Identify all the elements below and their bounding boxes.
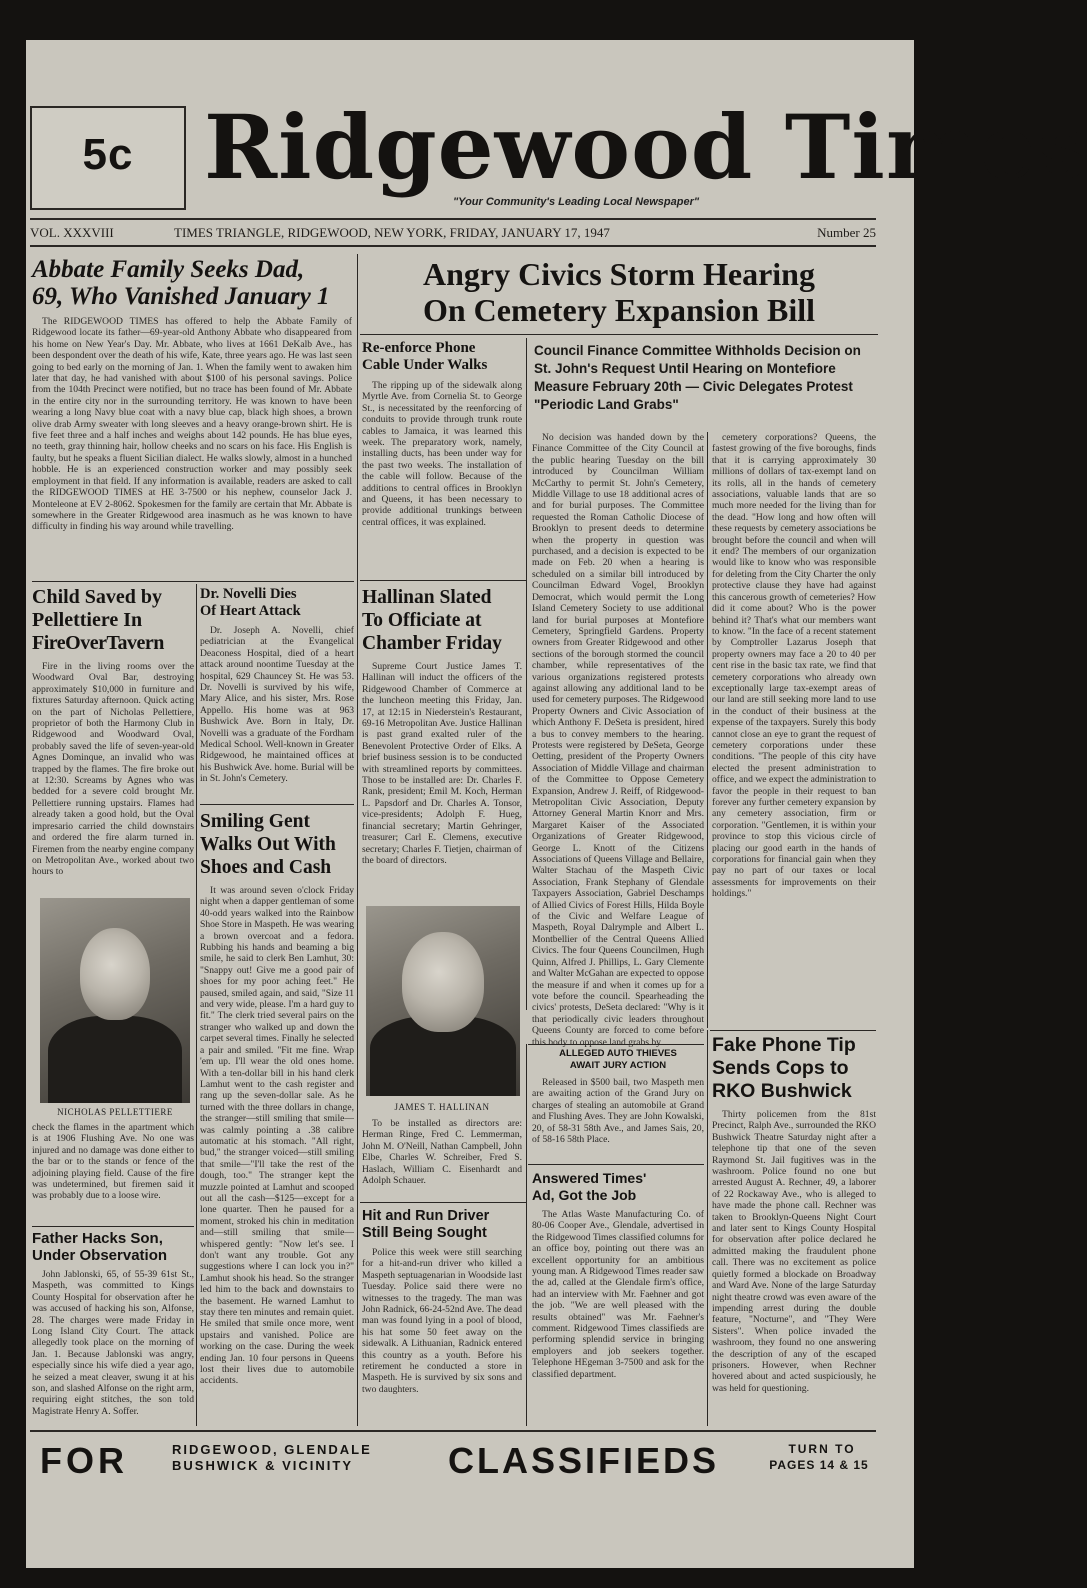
child-headline-1: Child Saved by [32, 586, 163, 608]
hallinan-headline-3: Chamber Friday [362, 633, 502, 654]
fake-story [712, 1034, 876, 1426]
price: 5c [82, 130, 134, 179]
hitrun-headline-2: Still Being Sought [362, 1225, 487, 1241]
smiling-body: It was around seven o'clock Friday night when a dapper gentleman of some 40-odd years walked into the Rainbow Shoe Store in Maspeth. He was wearing a brown overcoat and a fedora. Rubbing his hands and beaming a big smile, he said to clerk Ben Lamhut, 30: "Snappy out! Give me a good pair of shoes for my poor aching feet." He paused, smiled again, and said, "Size 11 and very wide, please. I'm a hard guy to fit." The clerk tried several pairs on the stranger who walked up and down the carpet several times. Finally he selected a pair and smiled. "Fit me fine. Wrap 'em up. I'll wear the old ones home. With a ten-dollar bill in his hand clerk Lamhut went to the cash register and rang up the seven-dollar sale. As he turned with the three dollars in change, the stranger—still smiling that smile—was calmly pointing a .38 calibre automatic at his stomach. "All right, bud," the stranger voiced—still smiling that smile—"I'll take the rest of the dough, too." The stranger kept the muzzle pointed at Lamhut and scooped out all the cash—$125—except for a lone quarter. Then he paused for a moment, stroked his chin in meditation and—still smiling that smile—whispered gently: "Now let's see. I don't want any trouble. Got any suggestions where I can lock you in?" Lamhut shook his head. So the stranger led him to the back and downstairs to the basement. He warned Lamhut to stay there ten minutes and remain quiet. He smiled that smile once more, went upstairs and vanished. Police are working on the case. During the week ending Jan. 10 four persons in Queens lost their lives due to automobile accidents. [200, 885, 354, 1387]
abbate-body: The RIDGEWOOD TIMES has offered to help the Abbate Family of Ridgewood locate its father—69-year-old Anthony Abbate who disappeared from his home on New Year's Day. Mr. Abbate, who lives at 1661 DeKalb Ave., has been despondent over the death of his wife, Kate, three years ago. He was last seen going to bed early on the morning of Jan. 1. When the family went to awaken him later that day, he had vanished with about $100 of his personal savings. Police from the 104th Precinct were notified, but no trace has been found of Mr. Abbate in the entire city nor in the surrounding territory. He was known to have been wearing a long Navy blue coat with a navy blue cap, black high shoes, a brown olive drab Army sweater with long sleeves and a heavy orange-brown shirt. He is five feet three and a half inches and weighs about 142 pounds. He has blue eyes, no teeth, gray thinning hair, hollow cheeks and no scars on his face. His English is faulty, but he speaks a fluent Sicilian dialect. He walks slowly, almost in a hunched hobble. He is an experienced construction worker and may possibly seek employment in that field. If any information is available, readers are asked to call the RIDGEWOOD TIMES at HE 3-7500 or his nephew, counselor Jack J. Monteleone at EV 2-8062. Spokesmen for the family are certain that Mr. Abbate is somewhere in the Greater Ridgewood area inasmuch as he was known to have difficulty in finding his way around while travelling. [32, 316, 352, 533]
fake-headline-1: Fake Phone Tip [712, 1034, 856, 1056]
phone-story [362, 340, 522, 576]
hallinan-story [362, 586, 522, 900]
thieves-body: Released in $500 bail, two Maspeth men are awaiting action of the Grand Jury on charges of stealing an automobile at Grand and Flushing Aves. They are John Kowalski, 20, of 58-31 58th Ave., and James Sais, 20, of 58-16 58th Place. [532, 1077, 704, 1146]
dateline: TIMES TRIANGLE, RIDGEWOOD, NEW YORK, FRIDAY, JANUARY 17, 1947 [174, 225, 610, 240]
cemetery-body-1 [532, 432, 704, 1048]
hitrun-body: Police this week were still searching for a hit-and-run driver who killed a Maspeth septuagenarian in Woodside last Tuesday. Police said there were no witnesses to the tragedy. The man was John Radnick, 66-24-52nd Ave. The dead man was found lying in a pool of blood, his hat some 50 feet away on the sidewalk. A Lithuanian, Radnick entered this country as a youth. Before his retirement he conducted a store in Maspeth. He is survived by six sons and two daughters. [362, 1247, 522, 1395]
hallinan-photo [366, 906, 520, 1096]
child-headline-3: FireOverTavern [32, 632, 164, 654]
masthead-rule-bottom [30, 245, 876, 247]
hallinan-headline-2: To Officiate at [362, 610, 482, 631]
rule-col-c [707, 432, 708, 1028]
cemetery-body-2-text: cemetery corporations? Queens, the fastest growing of the five boroughs, finds that it is carrying approximately 30 millions of dollars of tax-exempt land on its rolls, all in the hands of cemetery associations, valuable lands that are so much more needed for the living than for the dead. "How long and how often will these requests by cemetery associations be brought before the council and when will it end? The members of our organization would like to know who was responsible for deleting from the City Charter the only protective clause they have had against this cancerous growth of cemeteries? How did it come about? Who is the power behind it? That's what our members want to know. "In the face of a recent statement by Comptroller Lazarus Joseph that property owners may face a 20 to 40 per cent rise in the basic tax rate, we find that cemetery corporations who already own exceptionally large tax-exempt areas of our land are still seeking more land to use in the conduct of their business at the expense of the taxpayers. Surely this body cannot close an eye to grant the request of cemetery corporations under these conditions. "The people of this city have elected the present administration to office, and we expect the administration to favor the people in their request to ban forever any further cemetery expansion by any cemetery association, firm or corporation. "Gentlemen, it is within your province to stop this vicious circle of placing our good earth in the hands of corporations for financial gain when they pay no part of our taxes or local assessments for improvements on their holdings." [712, 432, 876, 900]
phone-body: The ripping up of the sidewalk along Myrtle Ave. from Cornelia St. to George St., is necessitated by the reenforcing of conduits to provide through trunk route cables to Jamaica, it was learned this week. The preparatory work, namely, installing ducts, has been under way for the past two weeks. The installation of the cable will follow. Because of the additions to central offices in Brooklyn and Queens, it has been necessary to provide additional trunkings between central offices, it was explained. [362, 380, 522, 528]
answered-story [532, 1170, 704, 1426]
hallinan-caption: JAMES T. HALLINAN [394, 1102, 490, 1112]
novelli-headline-2: Of Heart Attack [200, 603, 301, 619]
volume: VOL. XXXVIII [30, 225, 114, 240]
rule-col-d [526, 1044, 527, 1426]
price-box [30, 106, 186, 210]
father-headline-2: Under Observation [32, 1247, 168, 1264]
cemetery-deck [534, 342, 874, 428]
footer-turn-1: TURN TO [788, 1442, 856, 1456]
novelli-headline-1: Dr. Novelli Dies [200, 586, 297, 602]
masthead-rule-top [30, 218, 876, 220]
answered-body: The Atlas Waste Manufacturing Co. of 80-06 Cooper Ave., Glendale, advertised in the Ridgewood Times classified columns for an office boy, pointing out there was an excellent opportunity for an ambitious young man. A Ridgewood Times reader saw the ad, called at the Glendale firm's office, had an interview with Mr. Faehner and got the job. "We are well pleased with the results obtained" was Mr. Faehner's comment. Ridgewood Times classifieds are performing splendid service in bringing employers and job seekers together. Telephone HEgeman 3-7500 and ask for the classified department. [532, 1209, 704, 1380]
thieves-headline-2: AWAIT JURY ACTION [569, 1060, 667, 1071]
rule-thieves-bottom [528, 1164, 704, 1165]
rule-cemetery-right-bottom [710, 1030, 876, 1031]
rule-cemetery-head [360, 334, 878, 335]
smiling-story [200, 810, 354, 1426]
hallinan-body-2: To be installed as directors are: Herman Ringe, Fred C. Lemmerman, John M. O'Neill, Nathan Campbell, John Elbe, Charles W. Schreiber, Fred S. Haslach, William C. Eisenhardt and Adolph Schauer. [362, 1118, 522, 1187]
rule-child-bottom [32, 1226, 194, 1227]
rule-col-a [357, 254, 358, 1426]
cemetery-body-1-text: No decision was handed down by the Finance Committee of the City Council at the public hearing Tuesday on the bill introduced by Councilman William McCarthy to permit St. John's Cemetery, Middle Village to use 18 additional acres of and for burial purposes. The Committee requested the Roman Catholic Diocese of Brooklyn to present deeds to determine when the property in question was purchased, and a decision is expected to be made on Feb. 20 when a hearing is scheduled on a similar bill introduced by Councilman Edward Vogel, Brooklyn Democrat, which would permit the Long Island Cemetery Society to use additional land for burial purposes at Montefiore Cemetery, Springfield Gardens. Property owners from Greater Ridgewood and other sections of the borough stormed the council chamber, while representatives of the various organizations registered protests against allowing any additional land to be used for cemetery purposes. The Ridgewood Property Owners and Civic Association of which Anthony F. DeSeta is president, hired a bus to convey members to the hearing. Protests were registered by DeSeta, George Oetting, president of the Property Owners Association of Middle Village and chairman of the Committee to Oppose Cemetery Expansion, Andrew J. Reiff, of Ridgewood-Metropolitan Civic Association, Deputy Attorney General Martin Knorr and Mrs. Margaret Kaiser of the Associated Organizations of Greater Ridgewood, George L. Knott of the Citizens Associations of Queens Village and Bellaire, Walter Stachau of the Maspeth Civic Association, Frank Stephany of Glendale Taxpayers Association, Gabriel Deschamps of Allied Civics of Forest Hills, Hilda Boyle of the Civic and Welfare League of Maspeth, Royal Dalrymple and Albert L. Montbellier of the Central Queens Allied Civics. The four Queens Councilmen, Hugh Quinn, Alfred J. Phillips, L. Gary Clemente and Walter McGahan are expected to oppose the measure if and when it comes up for a vote before the council. Spearheading the civics' protests, DeSeta declared: "Why is it that periodically civic leaders throughout Queens County are forced to come before this body to oppose land grabs by [532, 432, 704, 1048]
child-body-2-wrap [32, 1122, 194, 1222]
abbate-headline-1: Abbate Family Seeks Dad, [32, 256, 305, 283]
fake-headline-2: Sends Cops to [712, 1057, 849, 1079]
masthead-title: Ridgewood Times [204, 95, 1087, 199]
pellettiere-photo [40, 898, 190, 1103]
rule-col-1 [196, 584, 197, 1426]
fake-body: Thirty policemen from the 81st Precinct, Ralph Ave., surrounded the RKO Bushwick Theatre Saturday night after a telephone tip that one of the seven Raymond St. Jail fugitives was in the washroom. Police found no one but arrested August A. Rechner, 49, a laborer of 22 Rockaway Ave., who is alleged to have made the phone call. Rechner was taken to Brooklyn-Queens Night Court and later sent to Kings County Hospital for observation after police declared he admitted making the fraudulent phone call. There was no excitement as police quietly formed a blockade on Broadway and Ward Ave. None of the large Saturday night theatre crowd was even aware of the impending arrest during the double feature, "Nocturne", and "They Were Sisters". When police invaded the washroom, they found no one answering the description of any of the escaped prisoners. However, when Rechner hovered about and acted suspiciously, he was held for questioning. [712, 1109, 876, 1394]
smiling-headline-1: Smiling Gent [200, 811, 310, 832]
thieves-headline-1: ALLEGED AUTO THIEVES [559, 1048, 677, 1059]
cemetery-deck-text: Council Finance Committee Withholds Decision on St. John's Request Until Hearing on Montefiore Measure February 20th — Civic Delegates Protest "Periodic Land Grabs" [534, 343, 861, 412]
child-headline-2: Pellettiere In [32, 609, 143, 631]
child-body-1: Fire in the living rooms over the Woodward Oval Bar, destroying approximately $10,000 in furniture and fixtures Saturday afternoon. Quick acting on the part of Nicholas Pellettiere, proprietor of both the Harmony Club in Ridgewood and Woodward Oval, probably saved the life of seven-year-old Agnes Dominque, an invalid who was trapped by the flames. The fire broke out at 12:30. Screams by Agnes who was bedded for a severe cold brought Mr. Pellettiere running upstairs. Flames had already taken a good hold, but the Oval impresario carried the child downstairs and ordered the fire alarm turned in. Firemen from the nearby engine company on Metropolitan Ave., worked about two hours to [32, 661, 194, 878]
phone-headline-2: Cable Under Walks [362, 357, 488, 373]
rule-abbate-bottom [32, 581, 354, 582]
footer-area-1: RIDGEWOOD, GLENDALE [172, 1442, 372, 1457]
novelli-body: Dr. Joseph A. Novelli, chief pediatrician at the Evangelical Deaconess Hospital, died of a heart attack around noontime Tuesday at the hospital, 629 Chauncey St. He was 53. Dr. Novelli is survived by his wife, Mary Alice, and his sister, Mrs. Rose Appello. His home was at 963 Bushwick Ave. Born in Italy, Dr. Novelli was a graduate of the Fordham Medical School. Well-known in Greater Ridgewood, he maintained offices at his Bushwick Ave. home. Burial will be in St. John's Cemetery. [200, 625, 354, 785]
footer-rule-top [30, 1430, 876, 1432]
hitrun-story [362, 1208, 522, 1426]
footer-for: FOR [40, 1440, 128, 1481]
child-story [32, 586, 194, 892]
phone-headline-1: Re-enforce Phone [362, 340, 476, 356]
rule-col-e [707, 1030, 708, 1426]
rule-col-b [526, 338, 527, 1010]
footer-classifieds: CLASSIFIEDS [448, 1440, 720, 1481]
hallinan-body-1: Supreme Court Justice James T. Hallinan will induct the officers of the Ridgewood Chamber of Commerce at the luncheon meeting this Friday, Jan. 17, at 12:15 in Niederstein's Restaurant, 69-16 Metropolitan Ave. Justice Hallinan is past grand exalted ruler of the Benevolent Protective Order of Elks. A brief business session is to be conducted with streamlined reports by committees. Those to be installed are: Dr. Charles F. Rank, president; Emil M. Koch, Herman L. Papsdorf and Dr. Charles A. Tonsor, vice-presidents; Adolph F. Hueg, financial secretary; Martin Gehringer, treasurer; Carl E. Clemens, executive secretary; Charles F. Tietjen, chairman of the board of directors. [362, 661, 522, 866]
hitrun-headline-1: Hit and Run Driver [362, 1208, 490, 1224]
hallinan-photo-face [402, 932, 484, 1032]
fake-headline-3: RKO Bushwick [712, 1080, 852, 1102]
abbate-story [32, 256, 352, 578]
rule-hallinan-bottom [360, 1202, 526, 1203]
thieves-story [532, 1048, 704, 1160]
pellettiere-caption: NICHOLAS PELLETTIERE [57, 1107, 173, 1117]
slogan: "Your Community's Leading Local Newspaper" [452, 196, 700, 208]
smiling-headline-3: Shoes and Cash [200, 857, 332, 878]
novelli-story [200, 586, 354, 800]
footer-turn-2: PAGES 14 & 15 [769, 1458, 869, 1472]
answered-headline-1: Answered Times' [532, 1170, 647, 1186]
cemetery-body-2 [712, 432, 876, 1028]
hallinan-headline-1: Hallinan Slated [362, 587, 492, 608]
pellettiere-photo-suit [48, 1016, 182, 1103]
footer-area-2: BUSHWICK & VICINITY [172, 1458, 353, 1473]
cemetery-headline [360, 256, 878, 336]
father-body: John Jablonski, 65, of 55-39 61st St., Maspeth, was committed to Kings County Hospital for observation after he was accused of hacking his son, Alfonse, 28. The charges were made Friday in Long Island City Court. The attack allegedly took place on the morning of Jan. 1. Because Jablonski was angry, especially since his wife died a year ago, he seized a meat cleaver, swung it at his son, and slashed Alfonse on the right arm, requiring eight stitches, the son told Magistrate Henry A. Soffer. [32, 1269, 194, 1417]
abbate-headline-2: 69, Who Vanished January 1 [32, 283, 330, 310]
answered-headline-2: Ad, Got the Job [532, 1187, 637, 1203]
hallinan-body-2-wrap [362, 1118, 522, 1198]
rule-cemetery-bottom [528, 1044, 704, 1045]
child-body-2: check the flames in the apartment which is at 1906 Flushing Ave. No one was injured and no damage was done either to the bar or to the stands or fence of the adjoining playing field. Cause of the fire was undetermined, but firemen said it was probably due to a loose wire. [32, 1122, 194, 1202]
issue-number: Number 25 [817, 225, 876, 240]
father-headline-1: Father Hacks Son, [32, 1230, 163, 1247]
cemetery-headline-1: Angry Civics Storm Hearing [423, 256, 815, 292]
smiling-headline-2: Walks Out With [200, 834, 336, 855]
father-story [32, 1230, 194, 1426]
footer-banner [30, 1434, 876, 1486]
pellettiere-photo-face [80, 928, 150, 1020]
newspaper-page [26, 40, 1087, 1568]
rule-novelli-bottom [200, 804, 354, 805]
rule-phone-bottom [360, 580, 526, 581]
cemetery-headline-2: On Cemetery Expansion Bill [422, 292, 815, 328]
